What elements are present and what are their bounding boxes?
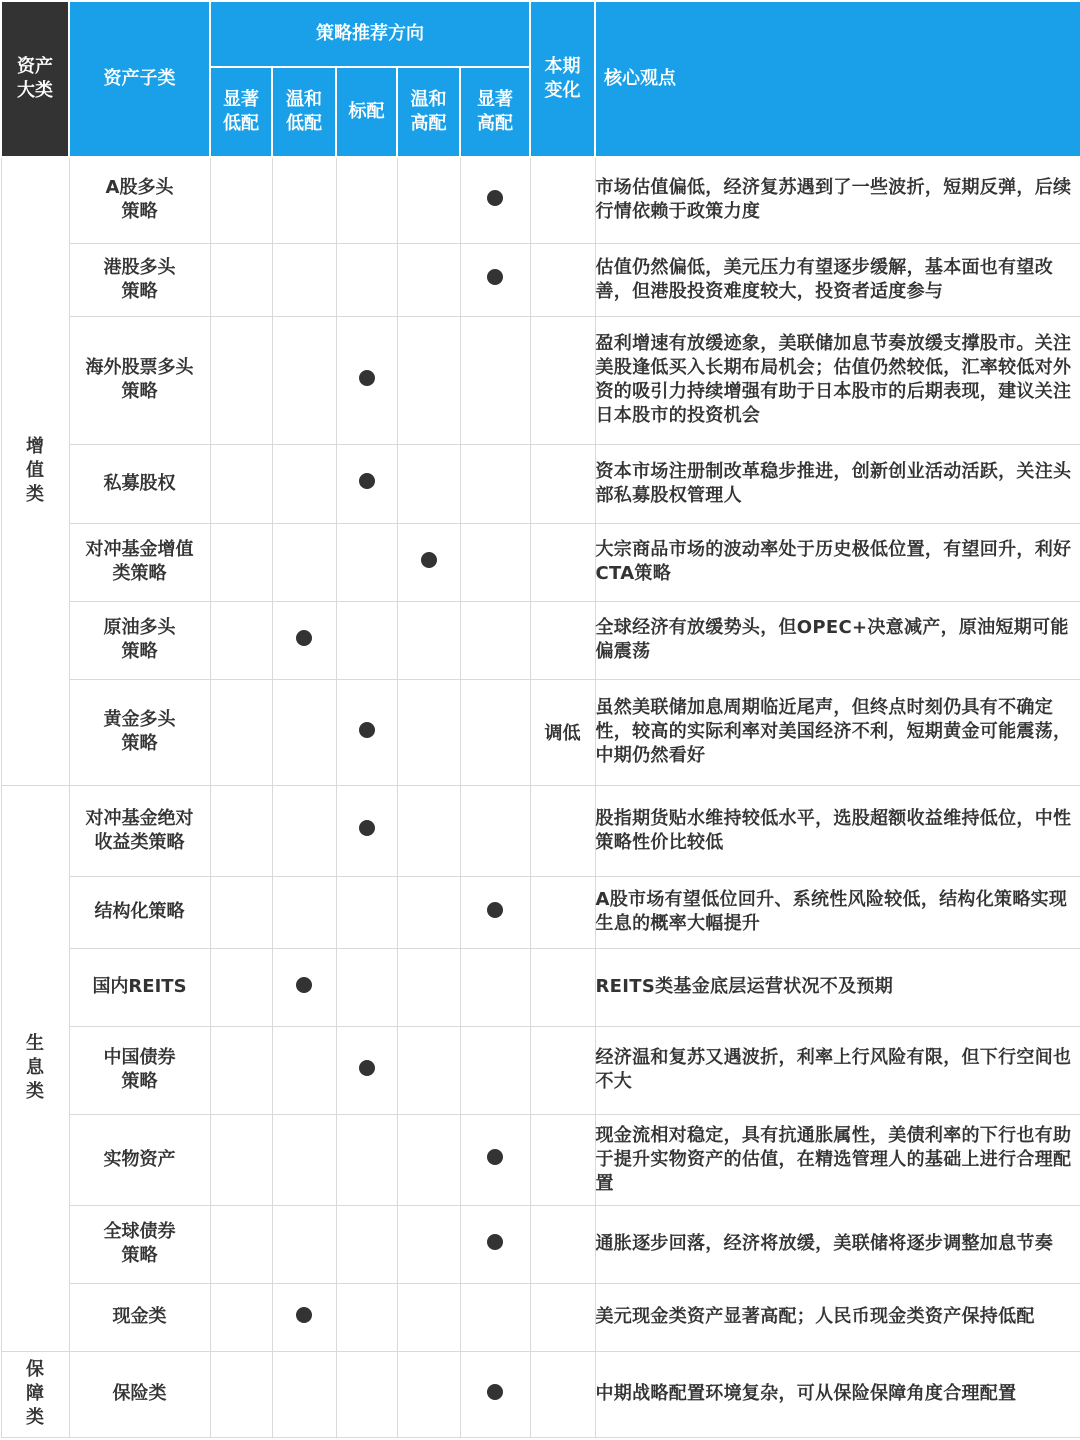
- level-cell: [397, 785, 460, 876]
- category-label: 生息类: [26, 1033, 44, 1102]
- level-cell: [210, 157, 272, 243]
- level-cell: [460, 316, 530, 444]
- level-cell: [460, 1205, 530, 1283]
- recommendation-dot-icon: [359, 820, 375, 836]
- change-cell: [530, 1114, 595, 1205]
- subclass-header: 资产子类: [69, 1, 210, 157]
- subclass-cell: 保险类: [69, 1351, 210, 1437]
- level-cell: [336, 1114, 397, 1205]
- core-view-header: 核心观点: [595, 1, 1080, 157]
- category-cell: [1, 1351, 69, 1437]
- level-cell: [336, 316, 397, 444]
- change-cell: [530, 601, 595, 679]
- level-cell: [210, 444, 272, 523]
- level-cell: [336, 785, 397, 876]
- subclass-cell: A股多头 策略: [69, 157, 210, 243]
- level-cell: [397, 1351, 460, 1437]
- subclass-cell: 现金类: [69, 1283, 210, 1351]
- subclass-cell: 港股多头 策略: [69, 243, 210, 316]
- level-cell: [336, 444, 397, 523]
- level-cell: [397, 1026, 460, 1114]
- level-cell: [336, 679, 397, 785]
- level-cell: [272, 1351, 336, 1437]
- level-cell: [210, 601, 272, 679]
- recommendation-dot-icon: [487, 190, 503, 206]
- level-cell: [336, 243, 397, 316]
- core-view-cell: 全球经济有放缓势头，但OPEC+决意减产，原油短期可能偏震荡: [595, 601, 1080, 679]
- table-row: [1, 679, 1080, 785]
- recommendation-dot-icon: [359, 473, 375, 489]
- level-cell: [210, 1114, 272, 1205]
- core-view-cell: 现金流相对稳定，具有抗通胀属性，美债利率的下行也有助于提升实物资产的估值，在精选管理人的基础上进行合理配置: [595, 1114, 1080, 1205]
- category-label: 保障类: [26, 1359, 44, 1428]
- category-label: 增值类: [26, 436, 44, 506]
- table-row: [1, 1351, 1080, 1437]
- level-cell: [272, 1283, 336, 1351]
- core-view-cell: 大宗商品市场的波动率处于历史极低位置，有望回升，利好CTA策略: [595, 523, 1080, 601]
- recommendation-dot-icon: [487, 902, 503, 918]
- level-cell: [272, 601, 336, 679]
- level-cell: [272, 444, 336, 523]
- change-cell: [530, 243, 595, 316]
- level-cell: [336, 157, 397, 243]
- subclass-cell: 国内REITS: [69, 948, 210, 1026]
- change-cell: [530, 523, 595, 601]
- change-cell: [530, 444, 595, 523]
- level-cell: [460, 1351, 530, 1437]
- recommendation-dot-icon: [421, 552, 437, 568]
- level-cell: [272, 1205, 336, 1283]
- change-cell: 调低: [530, 679, 595, 785]
- table-body: [1, 157, 1080, 1437]
- core-view-cell: 股指期货贴水维持较低水平，选股超额收益维持低位，中性策略性价比较低: [595, 785, 1080, 876]
- level-cell: [210, 316, 272, 444]
- level-cell: [272, 1114, 336, 1205]
- level-cell: [336, 1205, 397, 1283]
- change-cell: [530, 876, 595, 948]
- change-cell: [530, 316, 595, 444]
- table-row: [1, 1283, 1080, 1351]
- subclass-cell: 黄金多头 策略: [69, 679, 210, 785]
- recommendation-dot-icon: [487, 1234, 503, 1250]
- level-cell: [210, 679, 272, 785]
- change-cell: [530, 157, 595, 243]
- level-cell: [397, 1205, 460, 1283]
- table-row: [1, 1205, 1080, 1283]
- core-view-cell: 中期战略配置环境复杂，可从保险保障角度合理配置: [595, 1351, 1080, 1437]
- level-cell: [397, 243, 460, 316]
- level-cell: [460, 876, 530, 948]
- table-row: [1, 948, 1080, 1026]
- level-cell: [336, 601, 397, 679]
- core-view-cell: 经济温和复苏又遇波折，利率上行风险有限，但下行空间也不大: [595, 1026, 1080, 1114]
- category-cell: [1, 785, 69, 1351]
- level-cell: [272, 243, 336, 316]
- level-cell: [397, 948, 460, 1026]
- level-cell: [336, 523, 397, 601]
- level-cell: [397, 1114, 460, 1205]
- level-cell: [210, 948, 272, 1026]
- subclass-cell: 实物资产: [69, 1114, 210, 1205]
- subclass-cell: 原油多头 策略: [69, 601, 210, 679]
- level-cell: [272, 948, 336, 1026]
- table-row: [1, 316, 1080, 444]
- level-cell: [210, 1283, 272, 1351]
- table-row: [1, 523, 1080, 601]
- level-cell: [210, 523, 272, 601]
- level-cell: [272, 523, 336, 601]
- subclass-cell: 对冲基金绝对 收益类策略: [69, 785, 210, 876]
- level-cell: [397, 157, 460, 243]
- core-view-cell: REITS类基金底层运营状况不及预期: [595, 948, 1080, 1026]
- change-cell: [530, 1351, 595, 1437]
- subclass-cell: 全球债券 策略: [69, 1205, 210, 1283]
- level-cell: [460, 1283, 530, 1351]
- recommendation-dot-icon: [296, 977, 312, 993]
- subclass-cell: 中国债券 策略: [69, 1026, 210, 1114]
- level-cell: [460, 1026, 530, 1114]
- change-cell: [530, 1026, 595, 1114]
- level-cell: [210, 1351, 272, 1437]
- subclass-cell: 私募股权: [69, 444, 210, 523]
- recommendation-dot-icon: [487, 1149, 503, 1165]
- change-cell: [530, 785, 595, 876]
- level-cell: [460, 523, 530, 601]
- direction-header: 策略推荐方向: [210, 1, 530, 67]
- table-row: [1, 876, 1080, 948]
- core-view-cell: 资本市场注册制改革稳步推进，创新创业活动活跃，关注头部私募股权管理人: [595, 444, 1080, 523]
- level-cell: [460, 243, 530, 316]
- core-view-cell: A股市场有望低位回升、系统性风险较低，结构化策略实现生息的概率大幅提升: [595, 876, 1080, 948]
- level-header: 显著 高配: [460, 67, 530, 157]
- level-cell: [397, 679, 460, 785]
- change-cell: [530, 1283, 595, 1351]
- level-cell: [397, 1283, 460, 1351]
- level-header: 显著 低配: [210, 67, 272, 157]
- table-row: [1, 243, 1080, 316]
- level-cell: [210, 876, 272, 948]
- core-view-cell: 通胀逐步回落，经济将放缓，美联储将逐步调整加息节奏: [595, 1205, 1080, 1283]
- level-header: 温和 低配: [272, 67, 336, 157]
- level-cell: [397, 601, 460, 679]
- table-row: [1, 1026, 1080, 1114]
- level-cell: [210, 1205, 272, 1283]
- level-cell: [336, 876, 397, 948]
- level-cell: [272, 876, 336, 948]
- level-cell: [460, 157, 530, 243]
- level-cell: [460, 679, 530, 785]
- change-cell: [530, 948, 595, 1026]
- level-cell: [336, 948, 397, 1026]
- level-cell: [397, 316, 460, 444]
- core-view-cell: 美元现金类资产显著高配；人民币现金类资产保持低配: [595, 1283, 1080, 1351]
- subclass-cell: 对冲基金增值 类策略: [69, 523, 210, 601]
- table-row: [1, 1114, 1080, 1205]
- core-view-cell: 盈利增速有放缓迹象，美联储加息节奏放缓支撑股市。关注美股逢低买入长期布局机会；估值仍然较低，汇率较低对外资的吸引力持续增强有助于日本股市的后期表现，建议关注日本股市的投资机会: [595, 316, 1080, 444]
- level-cell: [460, 948, 530, 1026]
- core-view-cell: 市场估值偏低，经济复苏遇到了一些波折，短期反弹，后续行情依赖于政策力度: [595, 157, 1080, 243]
- table-row: [1, 785, 1080, 876]
- level-cell: [210, 1026, 272, 1114]
- core-view-cell: 虽然美联储加息周期临近尾声，但终点时刻仍具有不确定性，较高的实际利率对美国经济不利，短期黄金可能震荡，中期仍然看好: [595, 679, 1080, 785]
- subclass-cell: 海外股票多头 策略: [69, 316, 210, 444]
- level-cell: [210, 785, 272, 876]
- recommendation-dot-icon: [296, 1307, 312, 1323]
- level-cell: [272, 1026, 336, 1114]
- level-cell: [460, 444, 530, 523]
- level-cell: [272, 679, 336, 785]
- change-cell: [530, 1205, 595, 1283]
- change-header: 本期 变化: [530, 1, 595, 157]
- level-cell: [272, 316, 336, 444]
- level-header: 标配: [336, 67, 397, 157]
- subclass-cell: 结构化策略: [69, 876, 210, 948]
- level-cell: [460, 785, 530, 876]
- level-cell: [272, 785, 336, 876]
- category-cell: [1, 157, 69, 785]
- level-cell: [397, 444, 460, 523]
- table-row: [1, 444, 1080, 523]
- table-row: [1, 157, 1080, 243]
- level-header: 温和 高配: [397, 67, 460, 157]
- core-view-cell: 估值仍然偏低，美元压力有望逐步缓解，基本面也有望改善，但港股投资难度较大，投资者适度参与: [595, 243, 1080, 316]
- recommendation-dot-icon: [487, 269, 503, 285]
- level-cell: [460, 601, 530, 679]
- level-cell: [336, 1351, 397, 1437]
- recommendation-dot-icon: [296, 630, 312, 646]
- level-cell: [272, 157, 336, 243]
- level-cell: [397, 523, 460, 601]
- recommendation-dot-icon: [359, 1060, 375, 1076]
- level-cell: [336, 1283, 397, 1351]
- level-cell: [210, 243, 272, 316]
- recommendation-dot-icon: [359, 722, 375, 738]
- level-cell: [460, 1114, 530, 1205]
- recommendation-dot-icon: [359, 370, 375, 386]
- recommendation-dot-icon: [487, 1384, 503, 1400]
- level-cell: [397, 876, 460, 948]
- category-header: 资产 大类: [1, 1, 69, 157]
- table-row: [1, 601, 1080, 679]
- level-cell: [336, 1026, 397, 1114]
